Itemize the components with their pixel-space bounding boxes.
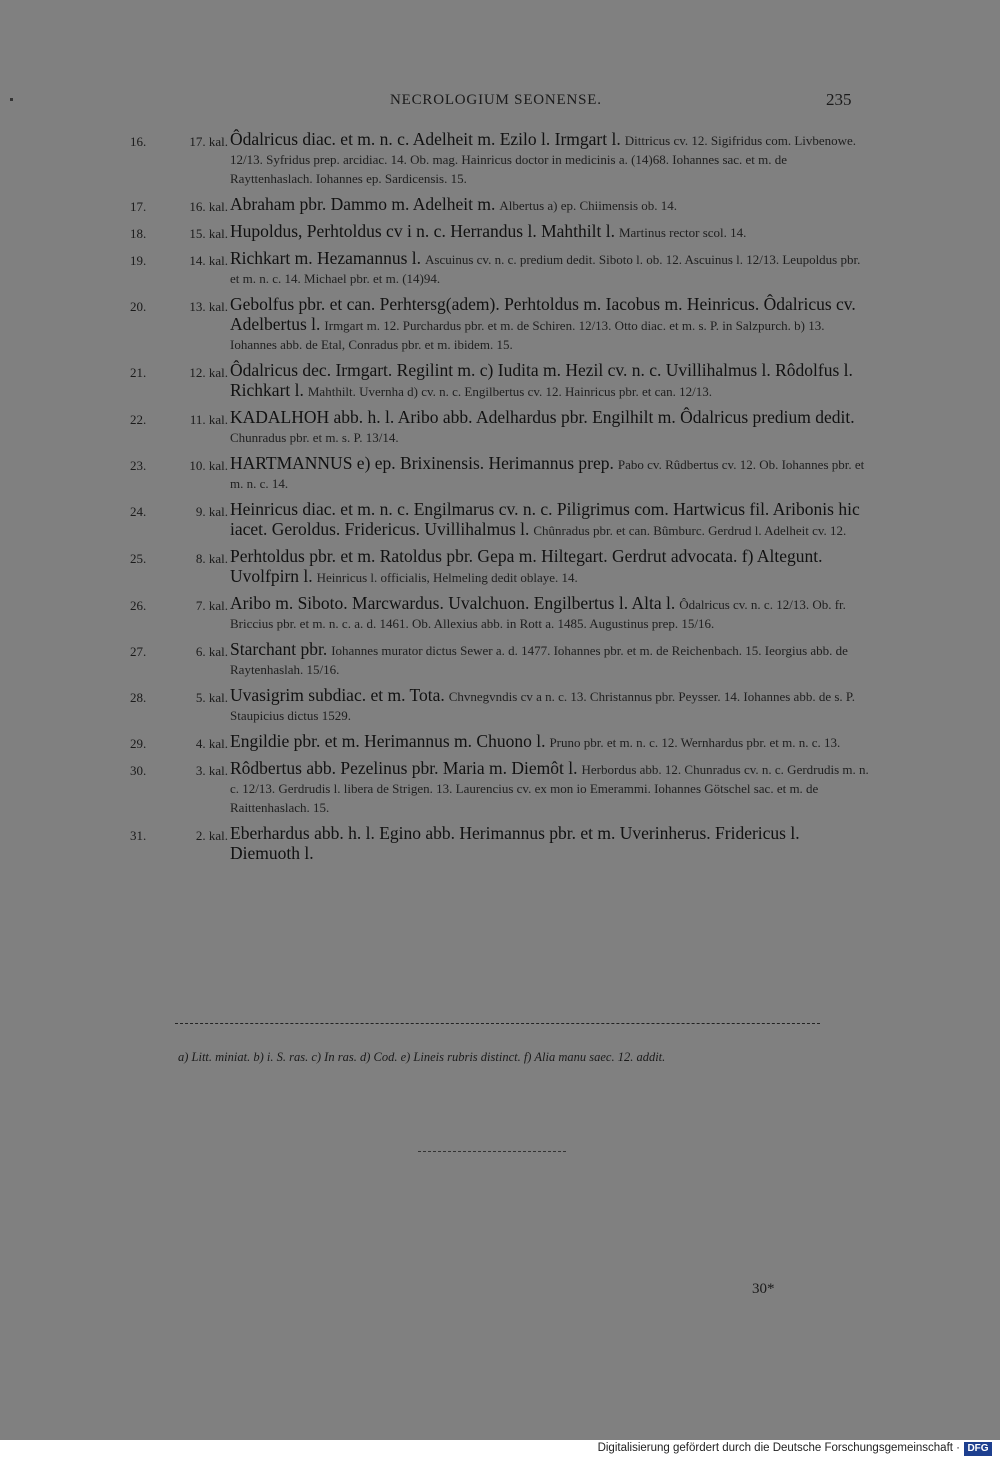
entry-later-additions: Martinus rector scol. 14. <box>618 225 747 240</box>
entry-main-text: Starchant pbr. <box>230 639 328 659</box>
entry-later-additions: Mahthilt. Uvernha d) cv. n. c. Engilbertus cv. 12. Hainricus pbr. et can. 12/13. <box>307 384 712 399</box>
entry-row <box>130 547 870 587</box>
end-divider <box>418 1151 566 1152</box>
entry-day: 26. <box>130 598 147 613</box>
footer-bar <box>0 1440 1000 1459</box>
entry-row <box>130 759 870 817</box>
entry-main-text: Richkart m. Hezamannus l. <box>230 248 421 268</box>
entry-row <box>130 195 870 215</box>
entry-main-text: Ôdalricus diac. et m. n. c. Adelheit m. Ezilo l. Irmgart l. <box>230 129 621 149</box>
page-header <box>0 88 1000 118</box>
footnotes: a) Litt. miniat. b) i. S. ras. c) In ras. d) Cod. e) Lineis rubris distinct. f) Alia manu saec. 12. addit. <box>178 1050 666 1064</box>
entry-day: 21. <box>130 365 147 380</box>
entry-later-additions: Chûnradus pbr. et can. Bûmburc. Gerdrud l. Adelheit cv. 12. <box>533 523 847 538</box>
entry-calendar: 3. kal. <box>195 763 228 778</box>
entry-later-additions: Chvnegvndis cv a n. c. 13. Christannus pbr. Peysser. 14. Iohannes abb. de s. P. Staupicius dictus 1529. <box>230 689 855 723</box>
entry-calendar: 13. kal. <box>189 299 228 314</box>
entry-later-additions: Heinricus l. officialis, Helmeling dedit oblaye. 14. <box>316 570 578 585</box>
entry-calendar: 15. kal. <box>189 226 228 241</box>
entry-main-text: HARTMANNUS e) ep. Brixinensis. Herimannus prep. <box>230 453 614 473</box>
entry-day: 24. <box>130 504 147 519</box>
dfg-logo-icon: DFG <box>964 1442 992 1456</box>
entry-main-text: Aribo m. Siboto. Marcwardus. Uvalchuon. Engilbertus l. Alta l. <box>230 593 676 613</box>
entry-calendar: 16. kal. <box>189 199 228 214</box>
entry-row <box>130 130 870 188</box>
entry-main-text: Hupoldus, Perhtoldus cv i n. c. Herrandus l. Mahthilt l. <box>230 221 615 241</box>
entry-row <box>130 500 870 540</box>
section-divider <box>175 1023 820 1024</box>
entry-day: 27. <box>130 644 147 659</box>
entry-calendar: 2. kal. <box>195 828 228 843</box>
entry-main-text: Ôdalricus dec. Irmgart. Regilint m. c) Iudita m. Hezil cv. n. c. Uvillihalmus l. Rôdolfus l. Richkart l. <box>230 360 853 400</box>
entry-main-text: Gebolfus pbr. et can. Perhtersg(adem). Perhtoldus m. Iacobus m. Heinricus. Ôdalricus cv. Adelbertus l. <box>230 294 856 334</box>
entry-row <box>130 594 870 633</box>
entry-day: 30. <box>130 763 147 778</box>
page-number: 235 <box>826 90 852 109</box>
entry-day: 16. <box>130 134 147 149</box>
entry-calendar: 9. kal. <box>195 504 228 519</box>
entry-later-additions: Irmgart m. 12. Purchardus pbr. et m. de Schiren. 12/13. Otto diac. et m. s. P. in Salzpurch. b) 13. Iohannes abb. de Etal, Conradus pbr. et m. ibidem. 15. <box>230 318 825 352</box>
entry-main-text: KADALHOH abb. h. l. Aribo abb. Adelhardus pbr. Engilhilt m. Ôdalricus predium dedit. <box>230 407 855 427</box>
entry-row <box>130 732 870 752</box>
entry-later-additions: Ôdalricus cv. n. c. 12/13. Ob. fr. Briccius pbr. et m. n. c. a. d. 1461. Ob. Allexius abb. in Rott a. 1485. Augustinus prep. 15/16. <box>230 597 846 631</box>
entry-calendar: 11. kal. <box>189 412 228 427</box>
entry-day: 28. <box>130 690 147 705</box>
entry-later-additions: Pabo cv. Rûdbertus cv. 12. Ob. Iohannes pbr. et m. n. c. 14. <box>230 457 865 491</box>
entry-day: 18. <box>130 226 147 241</box>
entry-day: 31. <box>130 828 147 843</box>
entry-later-additions: Chunradus pbr. et m. s. P. 13/14. <box>230 430 399 445</box>
entry-row <box>130 686 870 725</box>
entry-day: 29. <box>130 736 147 751</box>
entry-calendar: 12. kal. <box>189 365 228 380</box>
entry-main-text: Eberhardus abb. h. l. Egino abb. Herimannus pbr. et m. Uverinherus. Fridericus l. Diemuoth l. <box>230 823 800 863</box>
entry-calendar: 10. kal. <box>189 458 228 473</box>
entry-main-text: Heinricus diac. et m. n. c. Engilmarus cv. n. c. Piligrimus com. Hartwicus fil. Aribonis hic iacet. Geroldus. Fridericus. Uvillihalmus l. <box>230 499 860 539</box>
entry-row <box>130 361 870 401</box>
entry-day: 19. <box>130 253 147 268</box>
entry-row <box>130 295 870 354</box>
entry-main-text: Uvasigrim subdiac. et m. Tota. <box>230 685 445 705</box>
entry-later-additions: Iohannes murator dictus Sewer a. d. 1477. Iohannes pbr. et m. de Reichenbach. 15. Ieorgius abb. de Raytenhaslah. 15/16. <box>230 643 848 677</box>
entry-day: 22. <box>130 412 147 427</box>
entry-day: 17. <box>130 199 147 214</box>
entry-main-text: Engildie pbr. et m. Herimannus m. Chuono l. <box>230 731 546 751</box>
entry-main-text: Abraham pbr. Dammo m. Adelheit m. <box>230 194 496 214</box>
entry-row <box>130 408 870 447</box>
entry-day: 25. <box>130 551 147 566</box>
entry-calendar: 17. kal. <box>189 134 228 149</box>
entry-row <box>130 454 870 493</box>
entry-main-text: Rôdbertus abb. Pezelinus pbr. Maria m. Diemôt l. <box>230 758 578 778</box>
entry-calendar: 6. kal. <box>195 644 228 659</box>
entry-calendar: 8. kal. <box>195 551 228 566</box>
entry-calendar: 5. kal. <box>195 690 228 705</box>
entry-calendar: 7. kal. <box>195 598 228 613</box>
entry-later-additions: Dittricus cv. 12. Sigifridus com. Livbenowe. 12/13. Syfridus prep. arcidiac. 14. Ob. mag. Hainricus doctor in medicinis a. (14)68. Iohannes sac. et m. de Rayttenhaslach. Iohannes ep. Sardicensis. 15. <box>230 133 857 186</box>
entry-later-additions: Pruno pbr. et m. n. c. 12. Wernhardus pbr. et m. n. c. 13. <box>549 735 841 750</box>
entry-day: 20. <box>130 299 147 314</box>
running-title: NECROLOGIUM SEONENSE. <box>390 92 602 108</box>
entry-later-additions: Herbordus abb. 12. Chunradus cv. n. c. Gerdrudis m. n. c. 12/13. Gerdrudis l. libera de Strigen. 13. Laurencius cv. ex mon io Emerammi. Iohannes Götschel sac. et m. de Raittenhaslach. 15. <box>230 762 869 815</box>
entry-calendar: 4. kal. <box>195 736 228 751</box>
entry-row <box>130 824 870 864</box>
necrology-entries <box>130 130 870 871</box>
entry-row <box>130 640 870 679</box>
entry-row <box>130 249 870 288</box>
entry-later-additions: Albertus a) ep. Chiimensis ob. 14. <box>499 198 678 213</box>
entry-row <box>130 222 870 242</box>
entry-day: 23. <box>130 458 147 473</box>
entry-calendar: 14. kal. <box>189 253 228 268</box>
entry-later-additions: Ascuinus cv. n. c. predium dedit. Siboto l. ob. 12. Ascuinus l. 12/13. Leupoldus pbr. et m. n. c. 14. Michael pbr. et m. (14)94. <box>230 252 861 286</box>
funding-notice: Digitalisierung gefördert durch die Deutsche Forschungsgemeinschaft · <box>597 1442 960 1454</box>
entry-main-text: Perhtoldus pbr. et m. Ratoldus pbr. Gepa m. Hiltegart. Gerdrut advocata. f) Altegunt. Uvolfpirn l. <box>230 546 823 586</box>
printer-signature: 30* <box>752 1281 775 1297</box>
